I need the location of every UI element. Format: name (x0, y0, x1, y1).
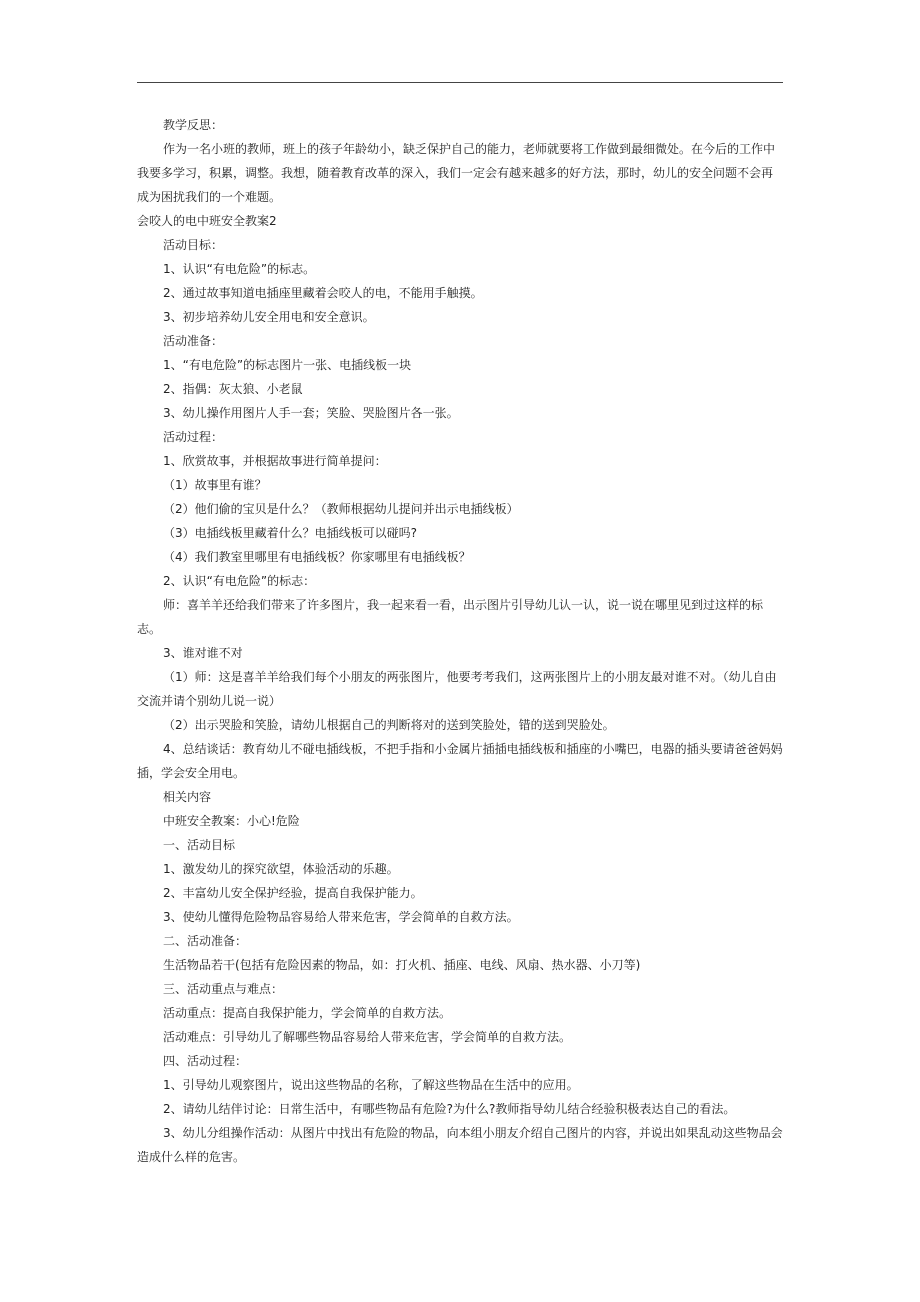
paragraph: 2、通过故事知道电插座里藏着会咬人的电，不能用手触摸。 (163, 286, 483, 300)
paragraph: （1）故事里有谁？ (163, 478, 267, 492)
document-body (137, 113, 783, 1169)
paragraph: 会咬人的电中班安全教案2 (137, 214, 277, 228)
paragraph: 活动准备： (163, 334, 224, 348)
paragraph: （1）师：这是喜羊羊给我们每个小朋友的两张图片，他要考考我们，这两张图片上的小朋友最对谁不对。（幼儿自由交流并请个别幼儿说一说） (137, 670, 777, 708)
paragraph: 2、指偶：灰太狼、小老鼠 (163, 382, 303, 396)
paragraph: 2、丰富幼儿安全保护经验，提高自我保护能力。 (163, 886, 423, 900)
paragraph: （2）他们偷的宝贝是什么？（教师根据幼儿提问并出示电插线板） (163, 502, 519, 516)
paragraph: （3）电插线板里藏着什么？电插线板可以碰吗? (163, 526, 418, 540)
paragraph: 3、初步培养幼儿安全用电和安全意识。 (163, 310, 375, 324)
paragraph: 3、谁对谁不对 (163, 646, 243, 660)
paragraph: 1、欣赏故事，并根据故事进行简单提问： (163, 454, 387, 468)
paragraph: 3、幼儿操作用图片人手一套；笑脸、哭脸图片各一张。 (163, 406, 459, 420)
paragraph: 1、“有电危险”的标志图片一张、电插线板一块 (163, 358, 412, 372)
paragraph: 活动重点：提高自我保护能力，学会简单的自救方法。 (163, 1006, 452, 1020)
paragraph: 三、活动重点与难点： (163, 982, 284, 996)
paragraph: （4）我们教室里哪里有电插线板？你家哪里有电插线板？ (163, 550, 471, 564)
paragraph: 1、认识“有电危险”的标志。 (163, 262, 316, 276)
paragraph: 四、活动过程： (163, 1054, 248, 1068)
paragraph: 作为一名小班的教师，班上的孩子年龄幼小，缺乏保护自己的能力，老师就要将工作做到最细微处。在今后的工作中我要多学习，积累，调整。我想，随着教育改革的深入，我们一定会有越来越多的好方法，那时，幼儿的安全问题不会再成为困扰我们的一个难题。 (137, 142, 776, 204)
header-rule (137, 82, 783, 83)
paragraph: 1、引导幼儿观察图片，说出这些物品的名称，了解这些物品在生活中的应用。 (163, 1078, 579, 1092)
paragraph: 师：喜羊羊还给我们带来了许多图片，我一起来看一看，出示图片引导幼儿认一认，说一说在哪里见到过这样的标志。 (137, 598, 764, 636)
paragraph: 教学反思： (163, 118, 224, 132)
paragraph: 二、活动准备： (163, 934, 248, 948)
paragraph: 生活物品若干(包括有危险因素的物品，如：打火机、插座、电线、风扇、热水器、小刀等) (163, 958, 641, 972)
paragraph: 相关内容 (163, 790, 212, 804)
paragraph: 一、活动目标 (163, 838, 236, 852)
paragraph: （2）出示哭脸和笑脸，请幼儿根据自己的判断将对的送到笑脸处，错的送到哭脸处。 (163, 718, 615, 732)
paragraph: 3、使幼儿懂得危险物品容易给人带来危害，学会简单的自救方法。 (163, 910, 519, 924)
paragraph: 2、请幼儿结伴讨论：日常生活中，有哪些物品有危险?为什么?教师指导幼儿结合经验积极表达自己的看法。 (163, 1102, 736, 1116)
paragraph: 3、幼儿分组操作活动：从图片中找出有危险的物品，向本组小朋友介绍自己图片的内容，并说出如果乱动这些物品会造成什么样的危害。 (137, 1126, 783, 1164)
paragraph: 1、激发幼儿的探究欲望，体验活动的乐趣。 (163, 862, 399, 876)
paragraph: 活动目标： (163, 238, 224, 252)
paragraph: 2、认识“有电危险”的标志： (163, 574, 316, 588)
paragraph: 活动难点：引导幼儿了解哪些物品容易给人带来危害，学会简单的自救方法。 (163, 1030, 572, 1044)
paragraph: 活动过程： (163, 430, 224, 444)
paragraph: 4、总结谈话：教育幼儿不碰电插线板，不把手指和小金属片插插电插线板和插座的小嘴巴，电器的插头要请爸爸妈妈插，学会安全用电。 (137, 742, 783, 780)
paragraph: 中班安全教案：小心!危险 (163, 814, 300, 828)
